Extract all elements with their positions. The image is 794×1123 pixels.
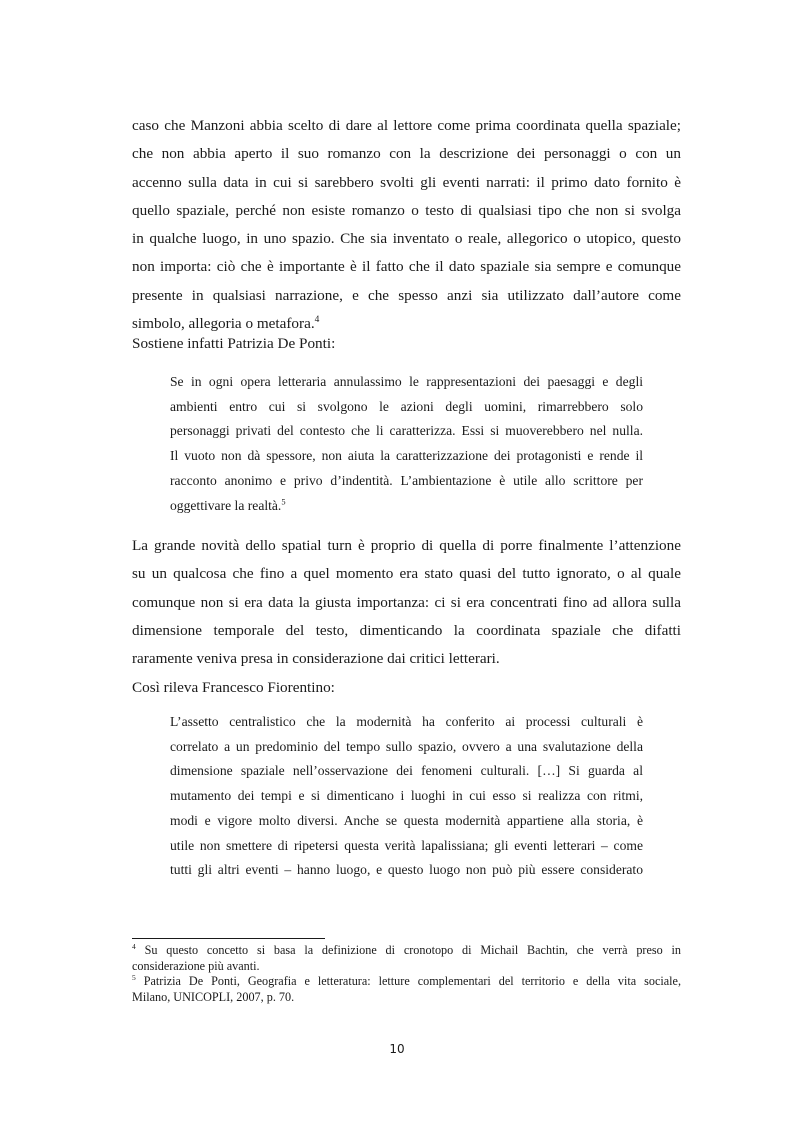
paragraph-spatial-turn	[132, 532, 681, 673]
footnote-5	[132, 974, 681, 1005]
text-line: non importa: ciò che è importante è il fatto che il dato spaziale sia sempre e comunque	[132, 258, 681, 276]
text-line: Così rileva Francesco Fiorentino:	[132, 679, 335, 696]
footnote-line: Milano, UNICOPLI, 2007, p. 70.	[132, 989, 295, 1004]
text-line: caso che Manzoni abbia scelto di dare al lettore come prima coordinata quella spaziale;	[132, 117, 681, 134]
text-line: dimensione temporale del testo, dimenticando la coordinata spaziale che difatti	[132, 621, 681, 639]
quote-line: racconto anonimo e privo d’indentità. L’ambientazione è utile allo scrittore per	[170, 472, 643, 488]
text-line: La grande novità dello spatial turn è proprio di quella di porre finalmente l’attenzione	[132, 537, 681, 554]
quote-line: mutamento dei tempi e si dimenticano i luoghi in cui esso si realizza con ritmi,	[170, 788, 643, 804]
quote-line: utile non smettere di ripetersi questa verità lapalissiana; gli eventi letterari – come	[170, 837, 643, 853]
quote-line: L’assetto centralistico che la modernità ha conferito ai processi culturali è	[170, 714, 643, 729]
text-line: che non abbia aperto il suo romanzo con la descrizione dei personaggi o con un	[132, 145, 681, 163]
text-segment: simbolo, allegoria o metafora.	[132, 315, 315, 333]
text-segment: Patrizia De Ponti, Geografia e letteratura: letture complementari del territorio e della vita sociale,	[135, 974, 681, 989]
quote-line: modi e vigore molto diversi. Anche se questa modernità appartiene alla storia, è	[170, 812, 643, 828]
text-line: su un qualcosa che fino a quel momento era stato quasi del tutto ignorato, o al quale	[132, 565, 681, 583]
text-line: comunque non si era data la giusta importanza: ci si era concentrati fino ad allora sulla	[132, 593, 681, 611]
footnote-ref[interactable]: 5	[281, 495, 286, 506]
footnote-line	[132, 974, 681, 990]
footnote-number: 5	[132, 973, 136, 983]
quote-line: Se in ogni opera letteraria annulassimo le rappresentazioni dei paesaggi e degli	[170, 374, 643, 389]
quote-line: dimensione spaziale nell’osservazione dei fenomeni culturali. […] Si guarda al	[170, 763, 643, 779]
block-quote-fiorentino	[170, 710, 643, 883]
quote-line	[170, 494, 643, 519]
footnote-4	[132, 943, 681, 974]
quote-line: personaggi privati del contesto che li caratterizza. Essi si muoverebbero nel nulla.	[170, 423, 643, 439]
paragraph-intro-fiorentino	[132, 674, 681, 702]
footnote-line	[132, 943, 681, 959]
footnotes	[132, 943, 681, 1005]
quote-line: tutti gli altri eventi – hanno luogo, e questo luogo non può più essere considerato	[170, 862, 643, 878]
footnote-line: considerazione più avanti.	[132, 958, 260, 973]
quote-line: ambienti entro cui si svolgono le azioni degli uomini, rimarrebbero solo	[170, 398, 643, 414]
text-line: in qualche luogo, in uno spazio. Che sia inventato o reale, allegorico o utopico, questo	[132, 230, 681, 248]
text-segment: oggettivare la realtà.	[170, 497, 282, 513]
text-line: accenno sulla data in cui si sarebbero svolti gli eventi narrati: il primo dato fornito è	[132, 173, 681, 191]
text-line: presente in qualsiasi narrazione, e che spesso anzi sia utilizzato dall’autore come	[132, 286, 681, 304]
footnote-ref[interactable]: 4	[314, 315, 320, 326]
page-number: 10	[389, 1042, 405, 1056]
text-line: raramente veniva presa in considerazione dai critici letterari.	[132, 650, 500, 668]
text-line: quello spaziale, perché non esiste romanzo o testo di qualsiasi tipo che non si svolga	[132, 201, 681, 219]
paragraph-intro-de-ponti	[132, 330, 681, 358]
quote-line: Il vuoto non dà spessore, non aiuta la caratterizzazione dei protagonisti e rende il	[170, 448, 643, 464]
footnote-number: 4	[132, 941, 136, 951]
text-line: Sostiene infatti Patrizia De Ponti:	[132, 335, 336, 352]
footnote-separator	[132, 938, 325, 939]
paragraph-manzoni	[132, 112, 681, 338]
text-segment: Su questo concetto si basa la definizione di cronotopo di Michail Bachtin, che verrà preso in	[135, 943, 681, 957]
block-quote-de-ponti	[170, 370, 643, 518]
quote-line: correlato a un predominio del tempo sullo spazio, ovvero a una svalutazione della	[170, 738, 643, 754]
